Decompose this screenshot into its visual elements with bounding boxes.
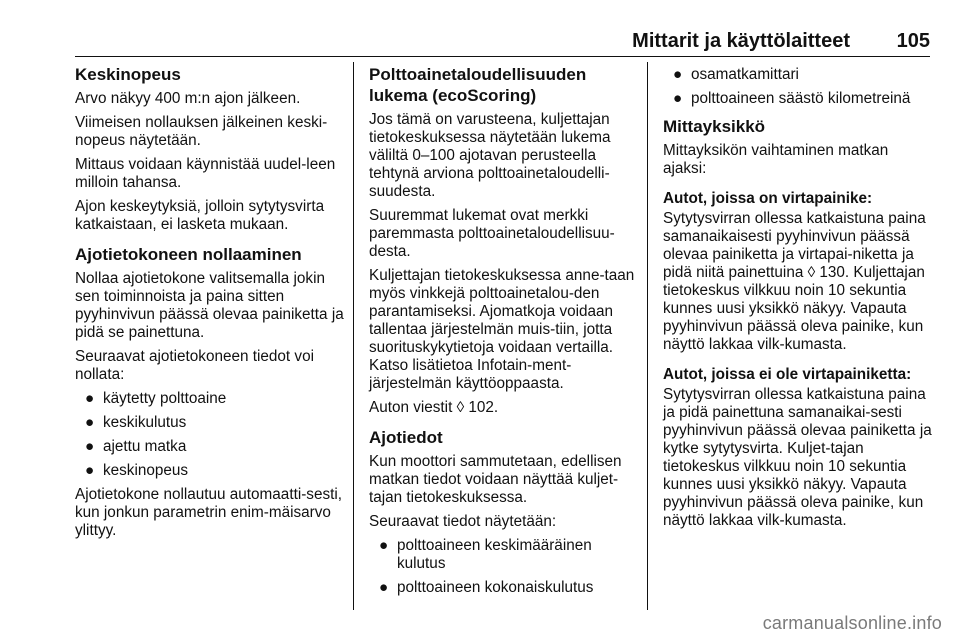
cross-reference: Auton viestit ◊ 102.: [369, 399, 499, 416]
paragraph: Suuremmat lukemat ovat merkki paremmasta polttoainetaloudellisuu-desta.: [369, 207, 615, 260]
paragraph: Seuraavat tiedot näytetään:: [369, 513, 557, 530]
reset-list: [75, 390, 347, 480]
bullet-icon: ●: [85, 414, 95, 431]
heading-reset-trip: Ajotietokoneen nollaaminen: [75, 245, 302, 264]
section-title: Mittarit ja käyttölaitteet: [632, 30, 850, 52]
list-item: ● polttoaineen kokonaiskulutus: [379, 579, 594, 596]
header-rule: [75, 56, 930, 57]
bullet-icon: ●: [85, 390, 95, 407]
heading-keskinopeus: Keskinopeus: [75, 65, 181, 84]
column-divider-1: [353, 62, 354, 610]
trip-data-list: [369, 537, 641, 597]
paragraph: Mittayksikön vaihtaminen matkan ajaksi:: [663, 142, 889, 177]
list-item: ● polttoaineen keskimääräinen kulutus: [379, 537, 592, 572]
bullet-icon: ●: [85, 462, 95, 479]
bullet-icon: ●: [85, 438, 95, 455]
paragraph: Ajon keskeytyksiä, jolloin sytytysvirta katkaistaan, ei lasketa mukaan.: [75, 198, 325, 233]
paragraph: Jos tämä on varusteena, kuljettajan tietokeskuksessa näytetään lukema väliltä 0–100 ajotavan perusteella tehtynä arviona polttoainetaloudelli-suudesta.: [369, 111, 611, 200]
watermark-text: carmanualsonline.info: [762, 613, 942, 633]
column-right: [663, 64, 935, 536]
page-number: 105: [896, 30, 930, 52]
list-item: ● keskikulutus: [85, 414, 187, 431]
column-middle: [369, 64, 641, 603]
paragraph: Arvo näkyy 400 m:n ajon jälkeen.: [75, 90, 301, 107]
heading-mittayksikko: Mittayksikkö: [663, 117, 766, 136]
paragraph: Seuraavat ajotietokoneen tiedot voi nollata:: [75, 348, 314, 383]
column-divider-2: [647, 62, 648, 610]
paragraph: Viimeisen nollauksen jälkeinen keski-nopeus näytetään.: [75, 114, 328, 149]
heading-ajotiedot: Ajotiedot: [369, 428, 443, 447]
heading-ecoscoring: Polttoainetaloudellisuuden lukema (ecoScoring): [369, 65, 587, 105]
column-left: [75, 64, 347, 546]
trip-data-list-continued: [663, 66, 935, 108]
subheading-without-power-button: Autot, joissa ei ole virtapainiketta:: [663, 366, 912, 383]
paragraph: Sytytysvirran ollessa katkaistuna paina samanaikaisesti pyyhinvivun päässä olevaa painiketta ja virtapai-niketta ja pidä niitä painettuina ◊ 130. Kuljettajan tietokeskus vilkkuu noin 10 sekuntia kunnes uusi yksikkö näkyy. Vapauta pyyhinvivun päässä oleva painike, kun näyttö lakkaa vilk-kumasta.: [663, 210, 926, 353]
list-item: ● ajettu matka: [85, 438, 187, 455]
bullet-icon: ●: [673, 66, 683, 83]
paragraph: Nollaa ajotietokone valitsemalla jokin sen toiminnoista ja paina sitten pyyhinvivun päässä olevaa painiketta ja pidä se painettuna.: [75, 270, 344, 341]
list-item: ● käytetty polttoaine: [85, 390, 227, 407]
paragraph: Kuljettajan tietokeskuksessa anne-taan myös vinkkejä polttoainetalou-den parantamiseksi. Ajomatkoja voidaan tallentaa järjestelmän muis-tiin, jotta suorituskykytietoja voidaan vertailla. Katso lisätietoa Infotain-ment-järjestelmän käyttöoppaasta.: [369, 267, 635, 392]
bullet-icon: ●: [379, 579, 389, 596]
paragraph: Sytytysvirran ollessa katkaistuna paina ja pidä painettuna samanaikai-sesti pyyhinvivun päässä olevaa painiketta ja kytke sytytysvirta. Kuljet-tajan tietokeskus vilkkuu noin 10 sekuntia kunnes uusi yksikkö näkyy. Vapauta pyyhinvivun päässä oleva painike, kun näyttö lakkaa vilk-kumasta.: [663, 386, 932, 529]
subheading-with-power-button: Autot, joissa on virtapainike:: [663, 190, 873, 207]
list-item: ● keskinopeus: [85, 462, 189, 479]
paragraph: Mittaus voidaan käynnistää uudel-leen milloin tahansa.: [75, 156, 336, 191]
bullet-icon: ●: [379, 537, 389, 554]
paragraph: Kun moottori sammutetaan, edellisen matkan tiedot voidaan näyttää kuljet-tajan tietokeskuksessa.: [369, 453, 622, 506]
list-item: ● polttoaineen säästö kilometreinä: [673, 90, 911, 107]
paragraph: Ajotietokone nollautuu automaatti-sesti, kun jonkun parametrin enim-mäisarvo ylittyy.: [75, 486, 343, 539]
list-item: ● osamatkamittari: [673, 66, 799, 83]
bullet-icon: ●: [673, 90, 683, 107]
